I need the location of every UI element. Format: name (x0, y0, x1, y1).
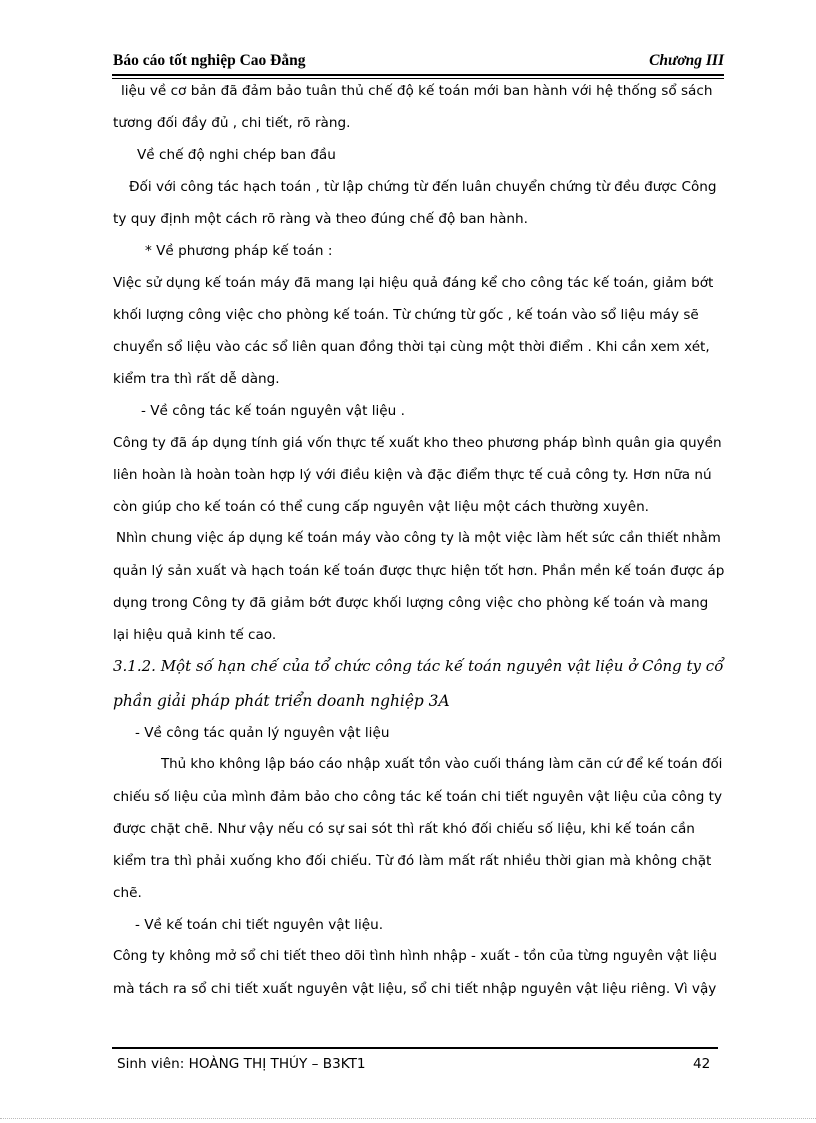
page-edge (0, 1118, 816, 1119)
text-line: * Về phương pháp kế toán : (145, 243, 333, 259)
text-line: Công ty không mở sổ chi tiết theo dõi tình hình nhập - xuất - tồn của từng nguyên vật liệu (113, 949, 717, 964)
section-heading: phần giải pháp phát triển doanh nghiệp 3A (113, 692, 450, 710)
text-line: ty quy định một cách rõ ràng và theo đúng chế độ ban hành. (113, 211, 528, 227)
text-line: mà tách ra sổ chi tiết xuất nguyên vật liệu, sổ chi tiết nhập nguyên vật liệu riêng. Vì vậy (113, 981, 717, 997)
text-line: chuyển sổ liệu vào các sổ liên quan đồng thời tại cùng một thời điểm . Khi cần xem xét, (113, 339, 710, 355)
text-line: khối lượng công việc cho phòng kế toán. Từ chứng từ gốc , kế toán vào sổ liệu máy sẽ (113, 307, 699, 323)
text-line: Việc sử dụng kế toán máy đã mang lại hiệu quả đáng kể cho công tác kế toán, giảm bớt (113, 275, 714, 291)
header-chapter: Chương III (649, 52, 724, 69)
text-line: - Về công tác quản lý nguyên vật liệu (135, 725, 390, 741)
section-heading: 3.1.2. Một số hạn chế của tổ chức công tác kế toán nguyên vật liệu ở Công ty cổ (113, 657, 724, 675)
text-line: dụng trong Công ty đã giảm bớt được khối lượng công việc cho phòng kế toán và mang (113, 595, 709, 611)
header-rule-thin (112, 78, 724, 79)
text-line: Nhìn chung việc áp dụng kế toán máy vào công ty là một việc làm hết sức cần thiết nhằm (116, 531, 721, 546)
text-line: Đối với công tác hạch toán , từ lập chứng từ đến luân chuyển chứng từ đều được Công (129, 179, 717, 195)
text-line: được chặt chẽ. Như vậy nếu có sự sai sót thì rất khó đối chiếu số liệu, khi kế toán cần (113, 821, 695, 837)
text-line: kiểm tra thì rất dễ dàng. (113, 371, 280, 387)
footer-student: Sinh viên: HOÀNG THỊ THÚY – B3KT1 (117, 1056, 366, 1072)
text-line: quản lý sản xuất và hạch toán kế toán được thực hiện tốt hơn. Phần mền kế toán được áp (113, 563, 725, 579)
page-number: 42 (693, 1056, 711, 1072)
text-line: kiểm tra thì phải xuống kho đối chiếu. Từ đó làm mất rất nhiều thời gian mà không chặt (113, 853, 712, 869)
text-line: liên hoàn là hoàn toàn hợp lý với điều kiện và đặc điểm thực tế cuả công ty. Hơn nữa nú (113, 467, 712, 483)
text-line: tương đối đầy đủ , chi tiết, rõ ràng. (113, 115, 351, 131)
text-line: chiếu số liệu của mình đảm bảo cho công tác kế toán chi tiết nguyên vật liệu của công ty (113, 789, 723, 805)
text-line: Thủ kho không lập báo cáo nhập xuất tồn vào cuối tháng làm căn cứ để kế toán đối (161, 757, 723, 772)
text-line: Về chế độ nghi chép ban đầu (137, 147, 336, 163)
header-rule (112, 74, 724, 76)
text-line: - Về công tác kế toán nguyên vật liệu . (141, 403, 405, 419)
text-line: liệu về cơ bản đã đảm bảo tuân thủ chế độ kế toán mới ban hành với hệ thống sổ sách (121, 83, 713, 99)
header-title: Báo cáo tốt nghiệp Cao Đẳng (113, 52, 306, 69)
text-line: Công ty đã áp dụng tính giá vốn thực tế xuất kho theo phương pháp bình quân gia quyền (113, 435, 722, 451)
text-line: chẽ. (113, 885, 142, 901)
text-line: lại hiệu quả kinh tế cao. (113, 627, 277, 643)
text-line: - Về kế toán chi tiết nguyên vật liệu. (135, 917, 384, 933)
footer-rule (112, 1047, 718, 1049)
text-line: còn giúp cho kế toán có thể cung cấp nguyên vật liệu một cách thường xuyên. (113, 499, 650, 515)
